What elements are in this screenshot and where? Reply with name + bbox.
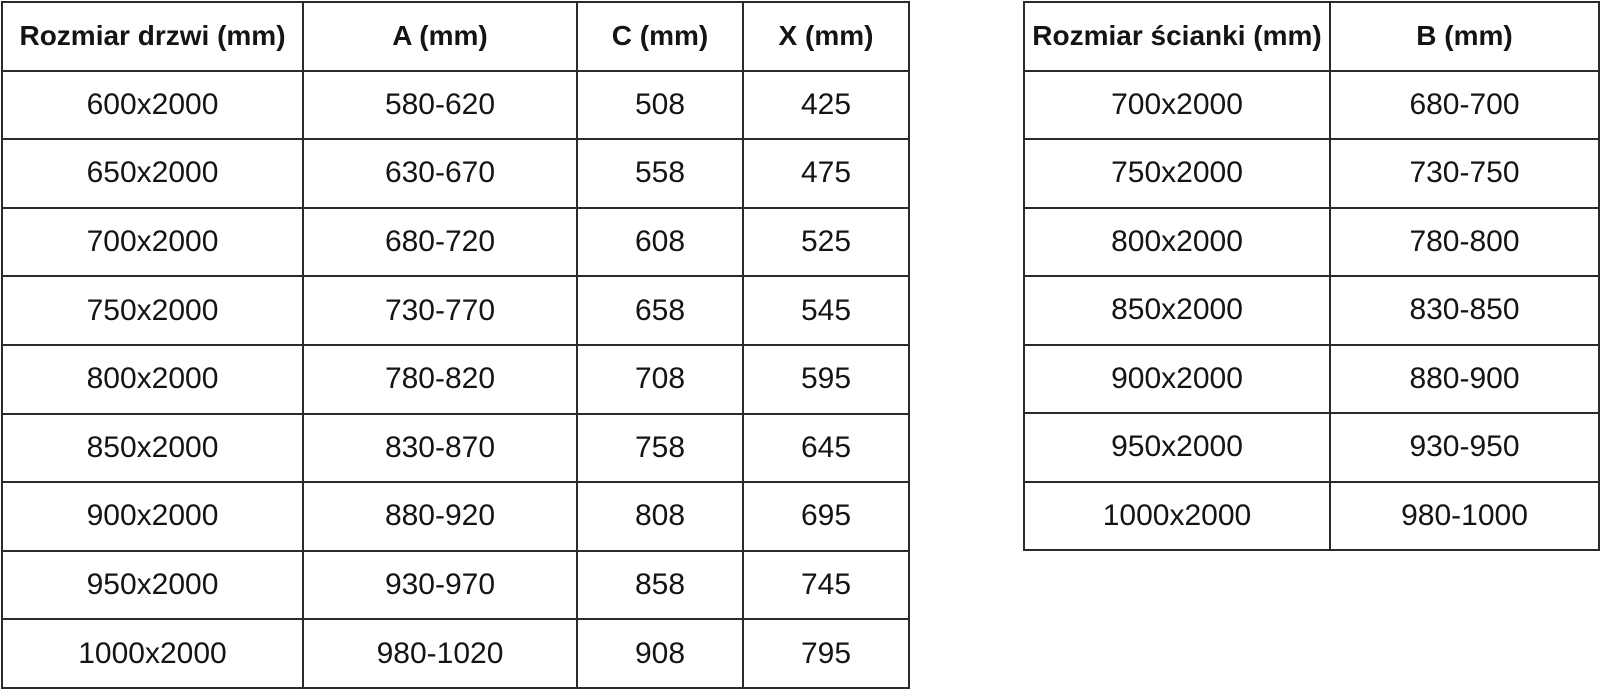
table-row [1024, 482, 1599, 551]
column-header: Rozmiar drzwi (mm) [2, 2, 303, 71]
table-cell: 980-1020 [303, 619, 577, 688]
table-cell: 930-970 [303, 551, 577, 620]
column-header: C (mm) [577, 2, 743, 71]
table-row [2, 482, 909, 551]
table-cell: 425 [743, 71, 909, 140]
table-cell: 708 [577, 345, 743, 414]
table-cell: 800x2000 [2, 345, 303, 414]
column-header: B (mm) [1330, 2, 1599, 71]
table-cell: 680-720 [303, 208, 577, 277]
table-cell: 950x2000 [2, 551, 303, 620]
table-row [2, 414, 909, 483]
table-row [1024, 345, 1599, 414]
table-cell: 645 [743, 414, 909, 483]
table-cell: 780-820 [303, 345, 577, 414]
door-size-table [1, 1, 910, 689]
table-row [1024, 208, 1599, 277]
table-cell: 600x2000 [2, 71, 303, 140]
table-cell: 730-750 [1330, 139, 1599, 208]
table-cell: 650x2000 [2, 139, 303, 208]
table-cell: 750x2000 [2, 276, 303, 345]
table-cell: 525 [743, 208, 909, 277]
table-row [1024, 139, 1599, 208]
table-row [1024, 71, 1599, 140]
table-row [2, 276, 909, 345]
table-row [2, 619, 909, 688]
table-cell: 930-950 [1330, 413, 1599, 482]
table-cell: 850x2000 [1024, 276, 1330, 345]
table-cell: 1000x2000 [2, 619, 303, 688]
wall-table-body [1024, 71, 1599, 551]
column-header: A (mm) [303, 2, 577, 71]
table-cell: 658 [577, 276, 743, 345]
table-cell: 545 [743, 276, 909, 345]
table-cell: 950x2000 [1024, 413, 1330, 482]
table-cell: 475 [743, 139, 909, 208]
wall-size-table [1023, 1, 1600, 551]
table-row [2, 208, 909, 277]
table-cell: 680-700 [1330, 71, 1599, 140]
table-cell: 758 [577, 414, 743, 483]
table-cell: 850x2000 [2, 414, 303, 483]
table-cell: 630-670 [303, 139, 577, 208]
table-cell: 808 [577, 482, 743, 551]
table-cell: 1000x2000 [1024, 482, 1330, 551]
table-cell: 558 [577, 139, 743, 208]
table-cell: 780-800 [1330, 208, 1599, 277]
table-cell: 595 [743, 345, 909, 414]
table-cell: 608 [577, 208, 743, 277]
table-cell: 730-770 [303, 276, 577, 345]
table-row [2, 71, 909, 140]
table-row [2, 139, 909, 208]
table-cell: 580-620 [303, 71, 577, 140]
table-cell: 830-850 [1330, 276, 1599, 345]
table-cell: 700x2000 [1024, 71, 1330, 140]
table-cell: 880-900 [1330, 345, 1599, 414]
table-cell: 800x2000 [1024, 208, 1330, 277]
column-header: Rozmiar ścianki (mm) [1024, 2, 1330, 71]
table-row [1024, 413, 1599, 482]
table-cell: 695 [743, 482, 909, 551]
wall-table-header-row [1024, 2, 1599, 71]
table-cell: 508 [577, 71, 743, 140]
table-row [2, 345, 909, 414]
door-table-body [2, 71, 909, 688]
table-row [1024, 276, 1599, 345]
table-cell: 900x2000 [2, 482, 303, 551]
table-cell: 880-920 [303, 482, 577, 551]
table-cell: 750x2000 [1024, 139, 1330, 208]
table-cell: 700x2000 [2, 208, 303, 277]
column-header: X (mm) [743, 2, 909, 71]
table-cell: 795 [743, 619, 909, 688]
table-cell: 830-870 [303, 414, 577, 483]
table-cell: 858 [577, 551, 743, 620]
table-cell: 745 [743, 551, 909, 620]
table-row [2, 551, 909, 620]
table-cell: 980-1000 [1330, 482, 1599, 551]
table-cell: 900x2000 [1024, 345, 1330, 414]
table-cell: 908 [577, 619, 743, 688]
door-table-header-row [2, 2, 909, 71]
